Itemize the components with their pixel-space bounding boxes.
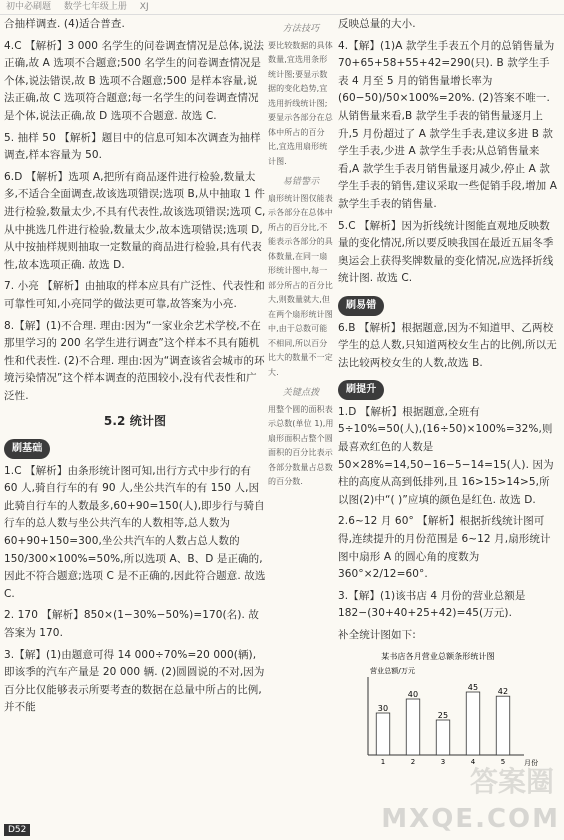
bar-chart [338,649,538,769]
answer-5: 5. 抽样 50 【解析】题目中的信息可知本次调查为抽样调查,样本容量为 50. [4,131,261,162]
bar-value-label: 40 [407,689,419,699]
answer-r3a: 3.【解】(1)该书店 4 月份的营业总额是 182−(30+40+25+42)=45(万元). [338,589,526,620]
side-tip-key: 用整个圆的面积表示总数(单位 1),用扇形面积占整个圆面积的百分比表示各部分数量占总数的百分数. [268,404,334,486]
right-column [338,16,558,775]
bar-3 [436,720,450,755]
answer-r1: 1.D 【解析】根据题意,全班有 5÷10%=50(人),(16÷50)×100%=32%,则最喜欢红色的人数是 50×28%=14,50−16−5−14=15(人). 因为柱的高度从高到低排列,且 16>15>14>5,所以图(2)中“( )”应填的颜色是红色. 故选 D. [338,405,554,506]
answer-8: 8.【解】(1)不合理. 理由:因为“一家业余艺术学校,不在那里学习的 200 名学生进行调查”这个样本不具有随机性和代表性. (2)不合理. 理由:因为“调查该省会城市的环境污染情况”这个样本调查的范围较小,没有代表性和广泛性. [4,319,265,402]
bar-1 [376,713,390,755]
series-name: 初中必刷题 [6,2,52,12]
answer-7: 7. 小亮 【解析】由抽取的样本应具有广泛性、代表性和可靠性可知,小亮同学的做法更可靠,故答案为小亮. [4,280,265,310]
chart-title: 某书店各月营业总额条形统计图 [381,651,495,661]
answer-r5: 5.C 【解析】因为折线统计图能直观地反映数量的变化情况,所以要反映我国在最近五届冬季奥运会上获得奖牌数量的变化情况,应选择折线统计图. 故选 C. [338,219,554,285]
left-column [4,16,266,721]
edition-name: XJ [139,2,149,12]
badge-errors: 刷易错 [338,296,384,316]
x-tick-label: 2 [410,757,416,766]
bar-5 [496,696,510,755]
side-tip-method: 要比较数据的具体数量,宜选用条形统计图;要显示数据的变化趋势,宜选用折线统计图;要显示各部分在总体中所占的百分比,宜选用扇形统计图. [268,40,333,166]
bar-value-label: 45 [467,682,479,692]
answer-1: 1.C 【解析】由条形统计图可知,出行方式中步行的有 60 人,骑自行车的有 90 人,坐公共汽车的有 150 人,因此骑自行车的人数最多,60+90=150(人),即步行与骑自行车的总人数与坐公共汽车的人数相等,总人数为 60+90+150=300,坐公共汽车的人数占总人数的 150/300×100%=50%,所以选项 A、B、D 是正确的,因此不符合题意;选项 C 是不正确的,因此符合题意. 故选 C. [4,464,266,600]
watermark-text-1: 答案圈 [469,765,554,798]
side-column [268,16,334,490]
bar-2 [406,699,420,755]
bar-value-label: 25 [437,710,449,720]
badge-basics: 刷基础 [4,439,50,459]
answer-r6: 6.B 【解析】根据题意,因为不知道甲、乙两校学生的总人数,只知道两校女生占的比例,所以无法比较两校女生的人数,故选 B. [338,321,557,369]
badge-advanced: 刷提升 [338,380,384,400]
x-tick-label: 5 [500,757,506,766]
bar-value-label: 30 [377,703,389,713]
page-number: D52 [4,824,30,836]
answer-r4: 4.【解】(1)A 款学生手表五个月的总销售量为 70+65+58+55+42=290(只). B 款学生手表 4 月至 5 月的销售量增长率为 (60−50)/50×100%=20%. (2)答案不唯一. 从销售量来看,B 款学生手表的销售量逐月上升,5 月份超过了 A 款学生手表,建议多进 B 款学生手表,少进 A 款学生手表;从总销售量来看,A 款学生手表月销售量逐月减少,停止 A 款学生手表的销售,建议采取一些促销手段,增加 A 款学生手表的销售量. [338,39,557,210]
x-tick-label: 4 [470,757,476,766]
section-title: 5.2 统计图 [103,414,167,429]
bar-value-label: 42 [497,686,509,696]
bar-chart-container [338,649,558,776]
intro-text: 合抽样调查. (4)适合普查. [4,18,125,30]
answer-2: 2. 170 【解析】850×(1−30%−50%)=170(名). 故答案为 170. [4,609,260,639]
x-tick-label: 1 [380,757,386,766]
side-head-method: 方法技巧 [282,24,320,34]
answer-r2: 2.6~12 月 60° 【解析】根据折线统计图可得,连续提升的月份范围是 6~12 月,扇形统计图中扇形 A 的圆心角的度数为 360°×2/12=60°. [338,515,551,581]
chart-ylabel: 营业总额/万元 [370,666,416,675]
answer-6: 6.D 【解析】选项 A,把所有商品逐件进行检验,数量太多,不适合全面调查,故该选项错误;选项 B,从中抽取 1 件进行检验,数量太少,不具有代表性,故该选项错误;选项 C,从中挑选几件进行检验,数量太少,故本选项错误;选项 D,从中按抽样规则抽取一定数量的商品进行检验,具有代表性,故本选项正确. 故选 D. [4,170,266,271]
answer-r3b: 补全统计图如下: [338,629,416,641]
subject-name: 数学七年级上册 [63,2,127,12]
side-tip-warning: 扇形统计图仅能表示各部分在总体中所占的百分比,不能表示各部分的具体数量,在同一扇形统计图中,每一部分所占的百分比大,则数量就大,但在两个扇形统计图中,由于总数可能不相同,所以百分比大的数量不一定大. [268,193,333,377]
watermark-text-2: MXQE.COM [381,804,560,834]
page-header [0,0,564,15]
side-head-key: 关键点拨 [282,388,320,398]
answer-3: 3.【解】(1)由题意可得 14 000÷70%=20 000(辆),即该季的汽车产量是 20 000 辆. (2)圆圆说的不对,因为百分比仅能够表示所要考查的数据在总量中所占的比例,并不能 [4,648,265,714]
chart-xlabel: 月份 [524,758,538,767]
bar-4 [466,692,480,755]
side-head-warning: 易错警示 [282,177,320,187]
answer-3-cont: 反映总量的大小. [338,18,416,30]
x-tick-label: 3 [440,757,446,766]
answer-4: 4.C 【解析】3 000 名学生的问卷调查情况是总体,说法正确,故 A 选项不合题意;500 名学生的问卷调查情况是个体,说法错误,故 B 选项不合题意;500 是样本容量,说法正确,故 C 选项符合题意;每一名学生的问卷调查情况是个体,说法正确,故 D 选项不合题意. 故选 C. [4,39,264,122]
